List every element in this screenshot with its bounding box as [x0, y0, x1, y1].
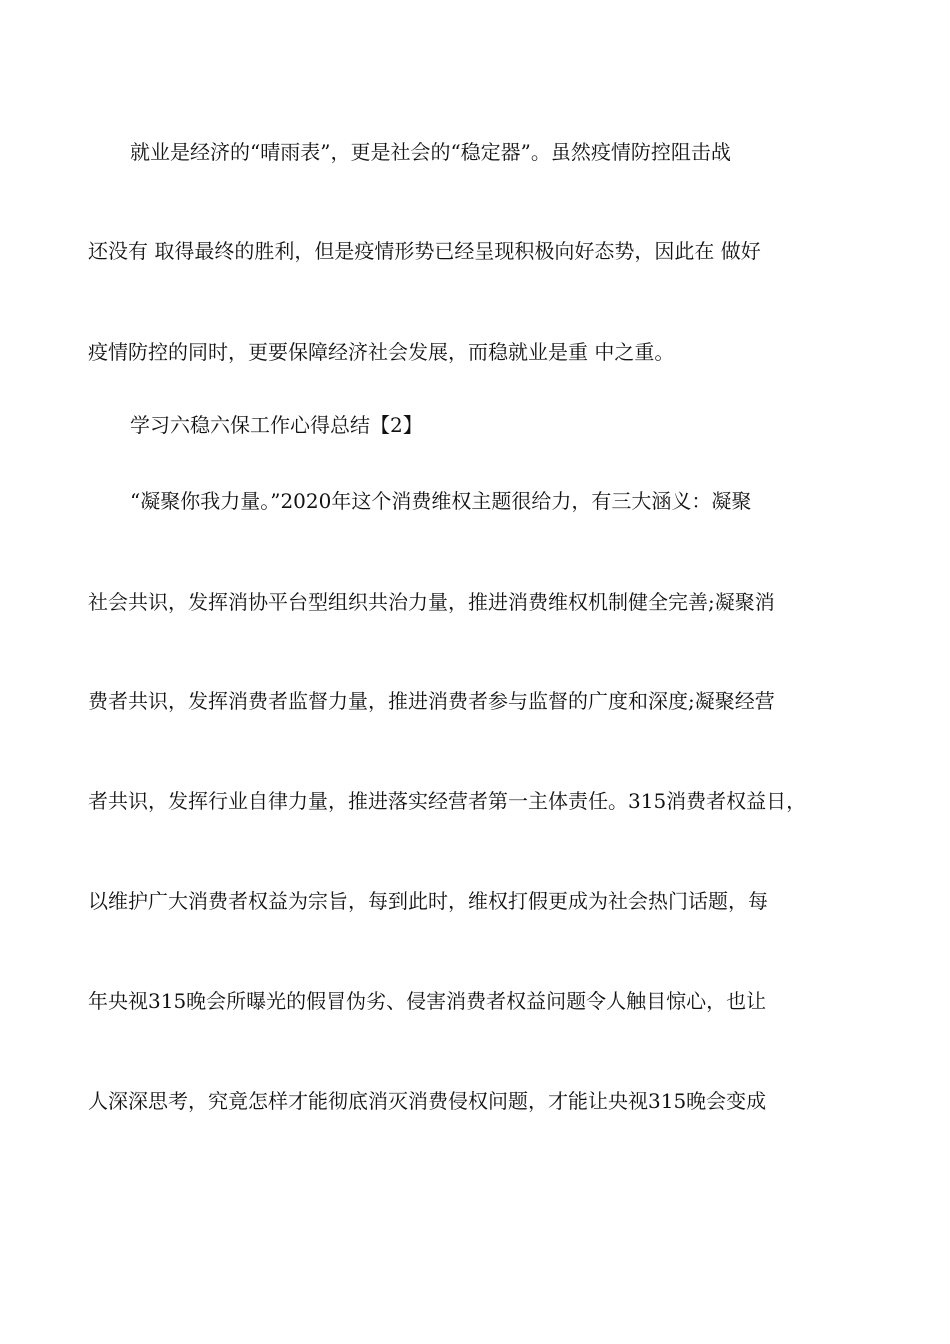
- paragraph-line: 以维护广大消费者权益为宗旨，每到此时，维权打假更成为社会热门话题，每: [88, 889, 768, 913]
- paragraph-line: 者共识，发挥行业自律力量，推进落实经营者第一主体责任。315消费者权益日，: [88, 789, 807, 813]
- paragraph-line: 人深深思考，究竟怎样才能彻底消灭消费侵权问题，才能让央视315晚会变成: [88, 1089, 767, 1113]
- section-heading: 学习六稳六保工作心得总结【2】: [130, 413, 423, 437]
- paragraph-line: 还没有 取得最终的胜利，但是疫情形势已经呈现积极向好态势，因此在 做好: [88, 239, 761, 263]
- paragraph-line: 就业是经济的“晴雨表”，更是社会的“稳定器”。虽然疫情防控阻击战: [130, 140, 731, 164]
- paragraph-line: 社会共识，发挥消协平台型组织共治力量，推进消费维权机制健全完善;凝聚消: [88, 590, 775, 614]
- paragraph-line: “凝聚你我力量。”2020年这个消费维权主题很给力，有三大涵义：凝聚: [130, 489, 752, 513]
- paragraph-line: 疫情防控的同时，更要保障经济社会发展，而稳就业是重 中之重。: [88, 340, 675, 364]
- paragraph-line: 年央视315晚会所曝光的假冒伪劣、侵害消费者权益问题令人触目惊心，也让: [88, 989, 767, 1013]
- paragraph-line: 费者共识，发挥消费者监督力量，推进消费者参与监督的广度和深度;凝聚经营: [88, 689, 775, 713]
